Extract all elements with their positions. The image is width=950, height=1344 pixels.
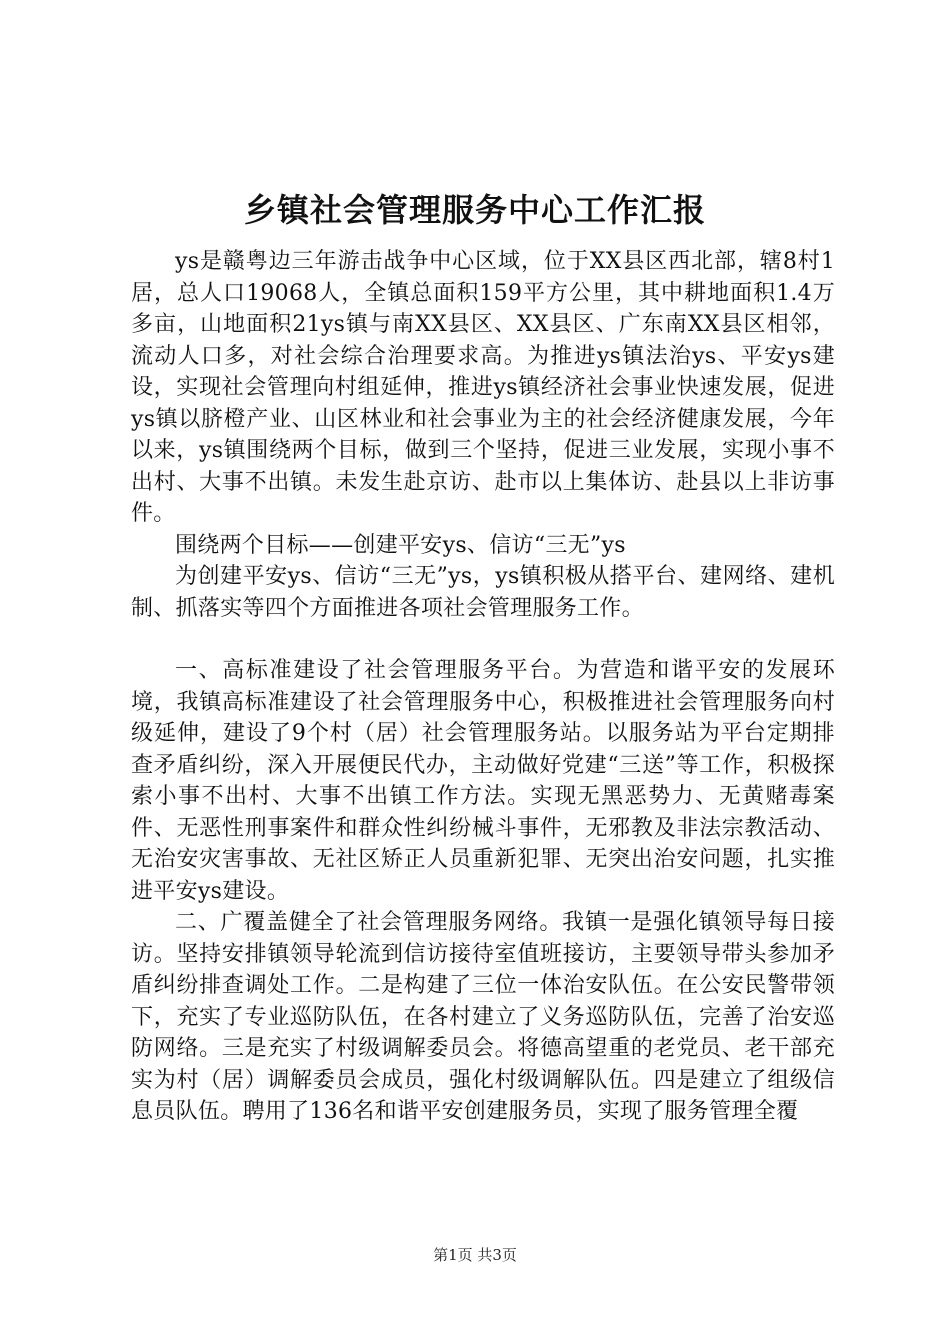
section-one-paragraph: 一、高标准建设了社会管理服务平台。为营造和谐平安的发展环境，我镇高标准建设了社会管理服务中心，积极推进社会管理服务向村级延伸，建设了9个村（居）社会管理服务站。以服务站为平台定期排查矛盾纠纷，深入开展便民代办，主动做好党建“三送”等工作，积极探索小事不出村、大事不出镇工作方法。实现无黑恶势力、无黄赌毒案件、无恶性刑事案件和群众性纠纷械斗事件，无邪教及非法宗教活动、无治安灾害事故、无社区矫正人员重新犯罪、无突出治安问题，扎实推进平安ys建设。: [131, 658, 835, 904]
document-body: [131, 246, 835, 1128]
paragraph-spacer: [131, 624, 835, 655]
goals-paragraph: 为创建平安ys、信访“三无”ys，ys镇积极从搭平台、建网络、建机制、抓落实等四个方面推进各项社会管理服务工作。: [131, 564, 835, 621]
goals-heading: 围绕两个目标——创建平安ys、信访“三无”ys: [175, 532, 626, 558]
intro-paragraph: ys是赣粤边三年游击战争中心区域，位于XX县区西北部，辖8村1居，总人口19068人，全镇总面积159平方公里，其中耕地面积1.4万多亩，山地面积21ys镇与南XX县区、XX县区、广东南XX县区相邻，流动人口多，对社会综合治理要求高。为推进ys镇法治ys、平安ys建设，实现社会管理向村组延伸，推进ys镇经济社会事业快速发展，促进ys镇以脐橙产业、山区林业和社会事业为主的社会经济健康发展，今年以来，ys镇围绕两个目标，做到三个坚持，促进三业发展，实现小事不出村、大事不出镇。未发生赴京访、赴市以上集体访、赴县以上非访事件。: [131, 249, 835, 526]
page-number: 第1页 共3页: [433, 1246, 517, 1264]
document-title: 乡镇社会管理服务中心工作汇报: [243, 191, 706, 229]
section-two-paragraph: 二、广覆盖健全了社会管理服务网络。我镇一是强化镇领导每日接访。坚持安排镇领导轮流到信访接待室值班接访，主要领导带头参加矛盾纠纷排查调处工作。二是构建了三位一体治安队伍。在公安民警带领下，充实了专业巡防队伍，在各村建立了义务巡防队伍，完善了治安巡防网络。三是充实了村级调解委员会。将德高望重的老党员、老干部充实为村（居）调解委员会成员，强化村级调解队伍。四是建立了组级信息员队伍。聘用了136名和谐平安创建服务员，实现了服务管理全覆: [131, 910, 835, 1124]
